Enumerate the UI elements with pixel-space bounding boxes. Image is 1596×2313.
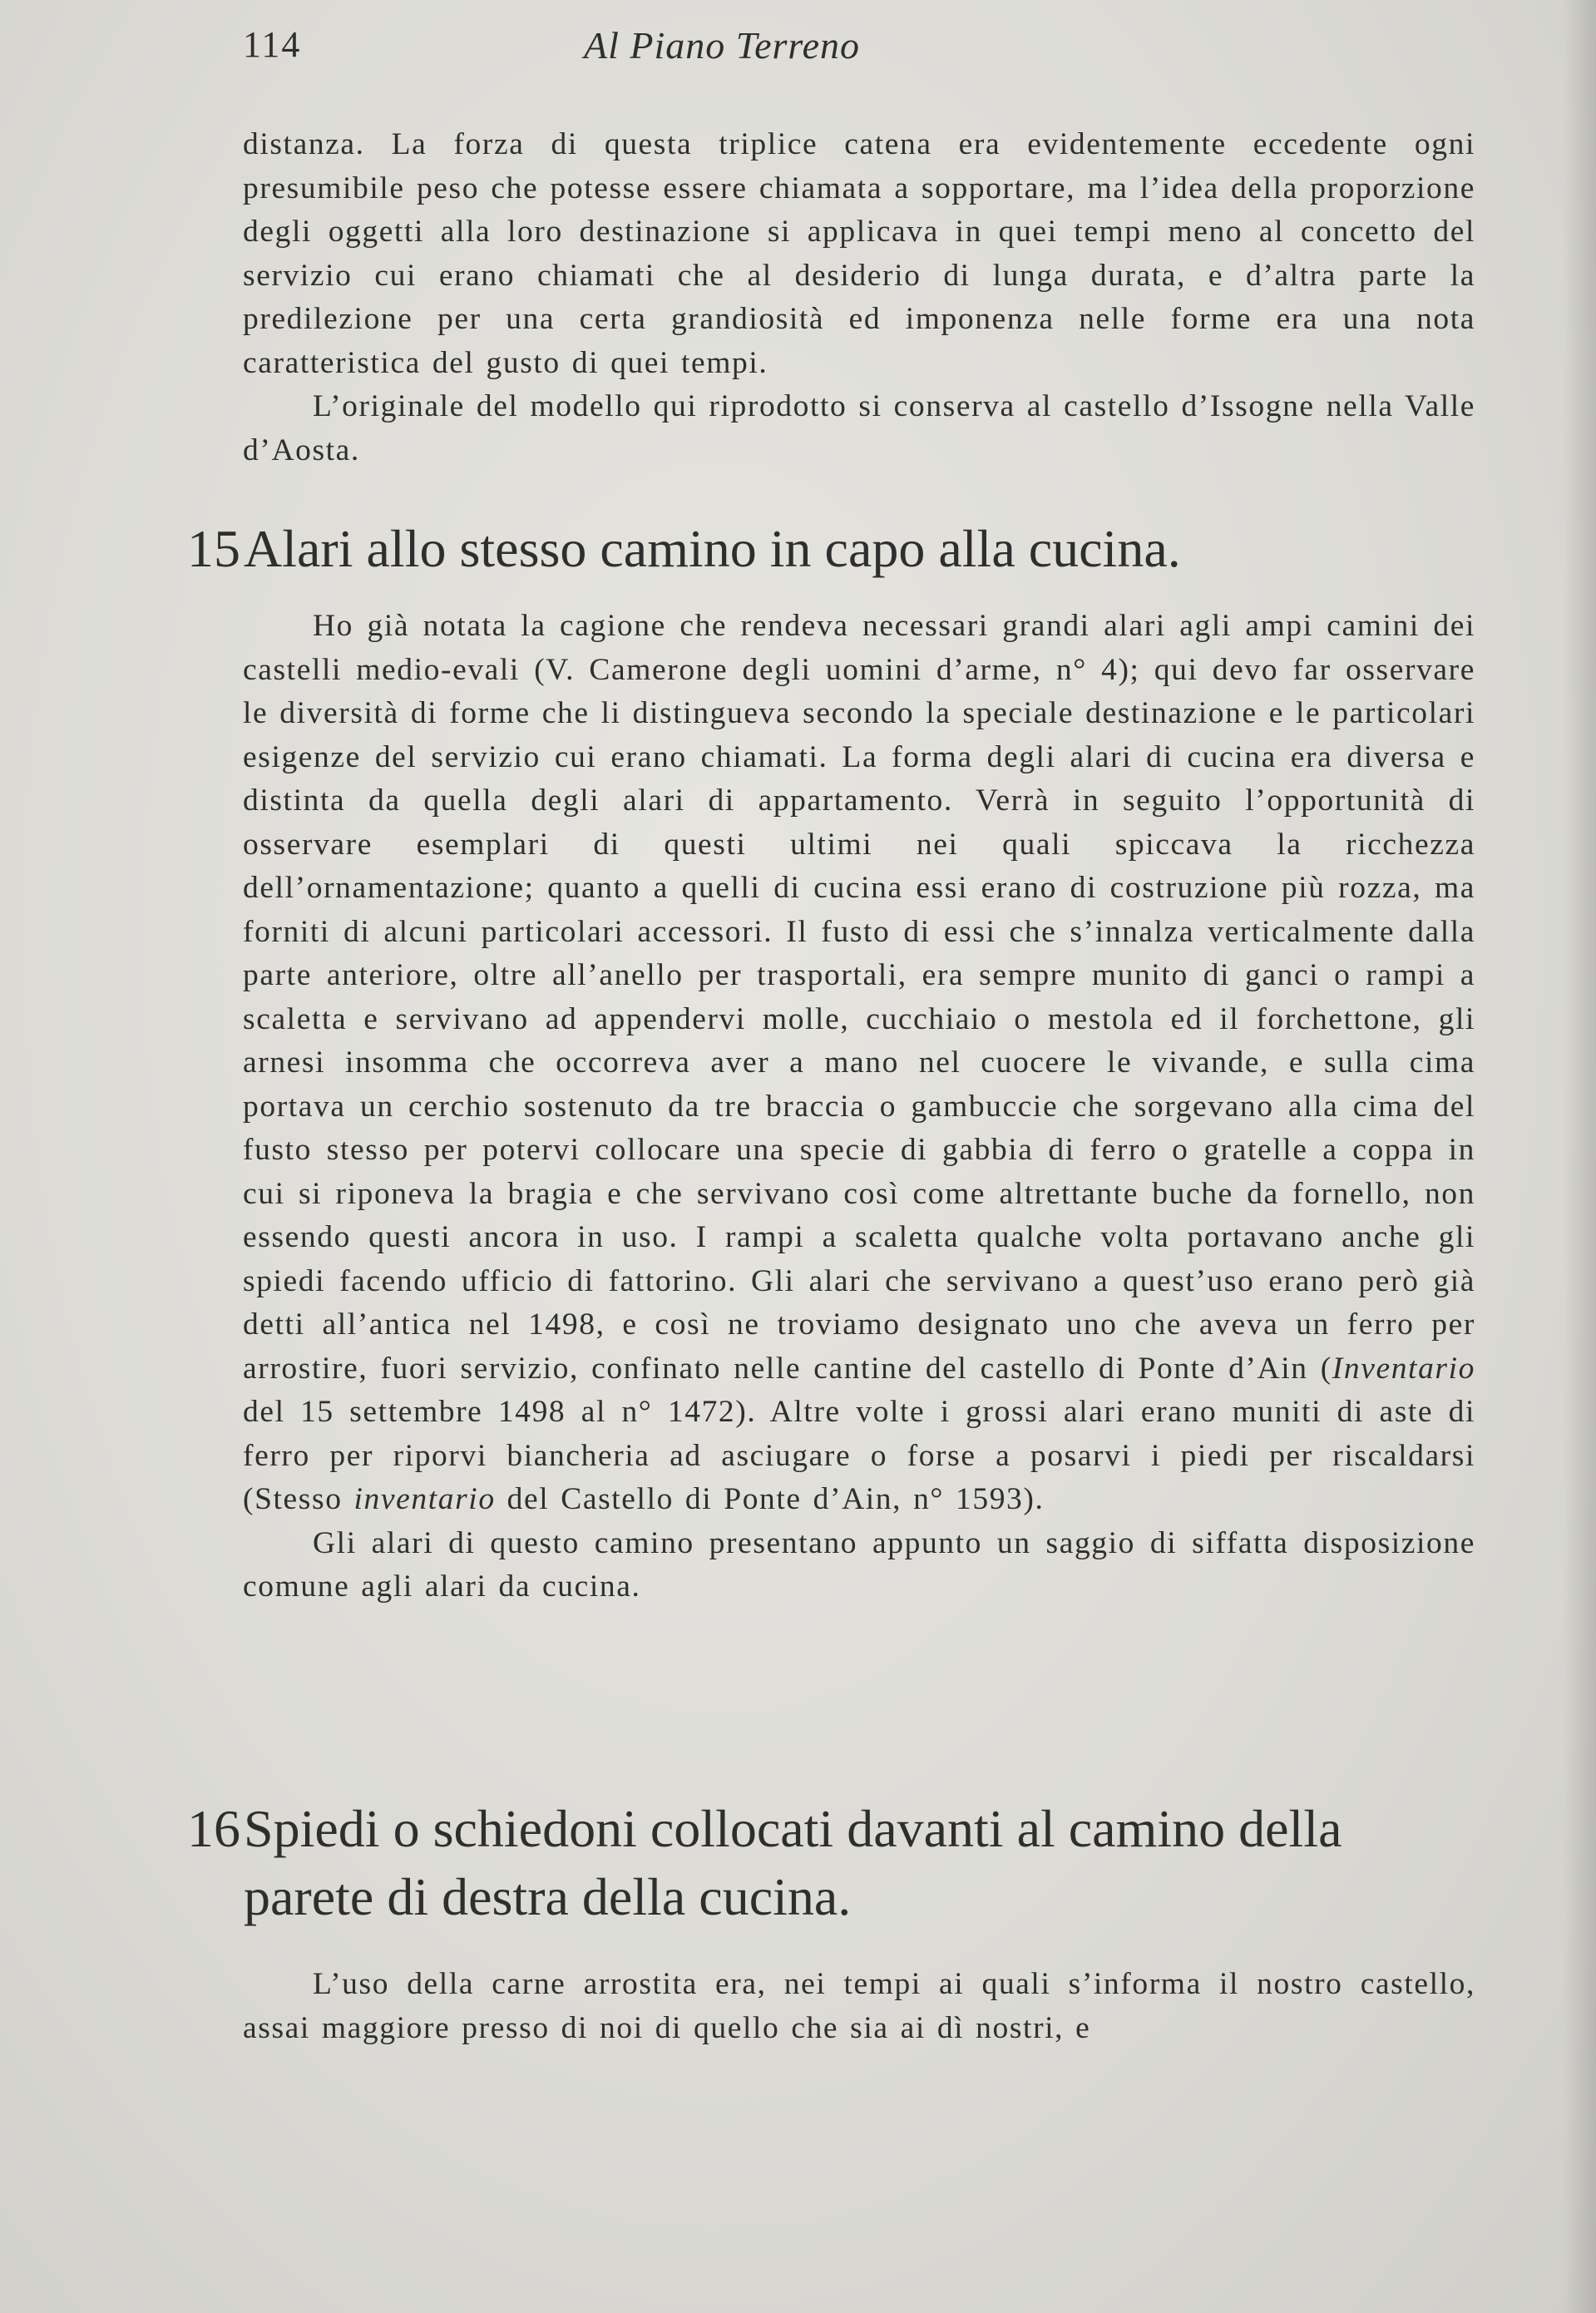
section-heading-16 [187,1795,1480,1931]
section-heading-15 [187,517,1476,581]
page-edge-shadow [1563,0,1596,2313]
section-15-text [243,605,1475,1609]
paragraph: Gli alari di questo camino presentano appunto un saggio di siffatta disposizione comune agli alari da cucina. [243,1525,1475,1604]
paragraph: distanza. La forza di questa triplice catena era evidentemente eccedente ogni presumibile peso che potesse essere chiamata a sopportare, ma l’idea della proporzione degli oggetti alla loro destinazione si applicava in quei tempi meno al concetto del servizio cui erano chiamati che al desiderio di lunga durata, e d’altra parte la predilezione per una certa grandiosità ed imponenza nelle forme era una nota caratteristica del gusto di quei tempi. [243,127,1475,380]
section-title-line: parete di destra della cucina. [244,1867,852,1926]
paragraph: L’uso della carne arrostita era, nei tempi ai quali s’informa il nostro castello, assai maggiore presso di noi di quello che sia ai dì nostri, e [243,1967,1475,2045]
page-header [243,23,1474,73]
section-number: 16 [187,1799,240,1858]
section-title: Alari allo stesso camino in capo alla cucina. [244,519,1181,578]
section-16-text [243,1963,1475,2050]
running-head: Al Piano Terreno [584,24,861,67]
section-number: 15 [187,519,240,578]
section-title-line [187,1795,1480,1863]
section-title: Spiedi o schiedoni collocati davanti al camino della [244,1799,1342,1858]
page-number: 114 [243,24,302,65]
paragraph: L’originale del modello qui riprodotto si conserva al castello d’Issogne nella Valle d’Aosta. [243,389,1475,467]
opening-text [243,123,1475,472]
paragraph: Ho già notata la cagione che rendeva necessari grandi alari agli ampi camini dei castelli medio-evali (V. Camerone degli uomini d’arme, n° 4); qui devo far osservare le diversità di forme che li distingueva secondo la speciale destinazione e le particolari esigenze del servizio cui erano chiamati. La forma degli alari di cucina era diversa e distinta da quella degli alari di appartamento. Verrà in seguito l’opportunità di osservare esemplari di questi ultimi nei quali spiccava la ricchezza dell’ornamentazione; quanto a quelli di cucina essi erano di costruzione più rozza, ma forniti di alcuni particolari accessori. Il fusto di essi che s’innalza verticalmente dalla parte anteriore, oltre all’anello per trasportali, era sempre munito di ganci o rampi a scaletta e servivano ad appendervi molle, cucchiaio o mestola ed il forchettone, gli arnesi insomma che occorreva aver a mano nel cuocere le vivande, e sulla cima portava un cerchio sostenuto da tre braccia o gambuccie che sorgevano alla cima del fusto stesso per potervi collocare una specie di gabbia di ferro o gratelle a coppa in cui si riponeva la bragia e che servivano così come altrettante buche da fornello, non essendo questi ancora in uso. I rampi a scaletta qualche volta portavano anche gli spiedi facendo ufficio di fattorino. Gli alari che servivano a quest’uso erano però già detti all’antica nel 1498, e così ne troviamo designato uno che aveva un ferro per arrostire, fuori servizio, confinato nelle cantine del castello di Ponte d’Ain (Inventario del 15 settembre 1498 al n° 1472). Altre volte i grossi alari erano muniti di aste di ferro per riporvi biancheria ad asciugare o forse a posarvi i piedi per riscaldarsi (Stesso inventario del Castello di Ponte d’Ain, n° 1593). [243,609,1475,1516]
